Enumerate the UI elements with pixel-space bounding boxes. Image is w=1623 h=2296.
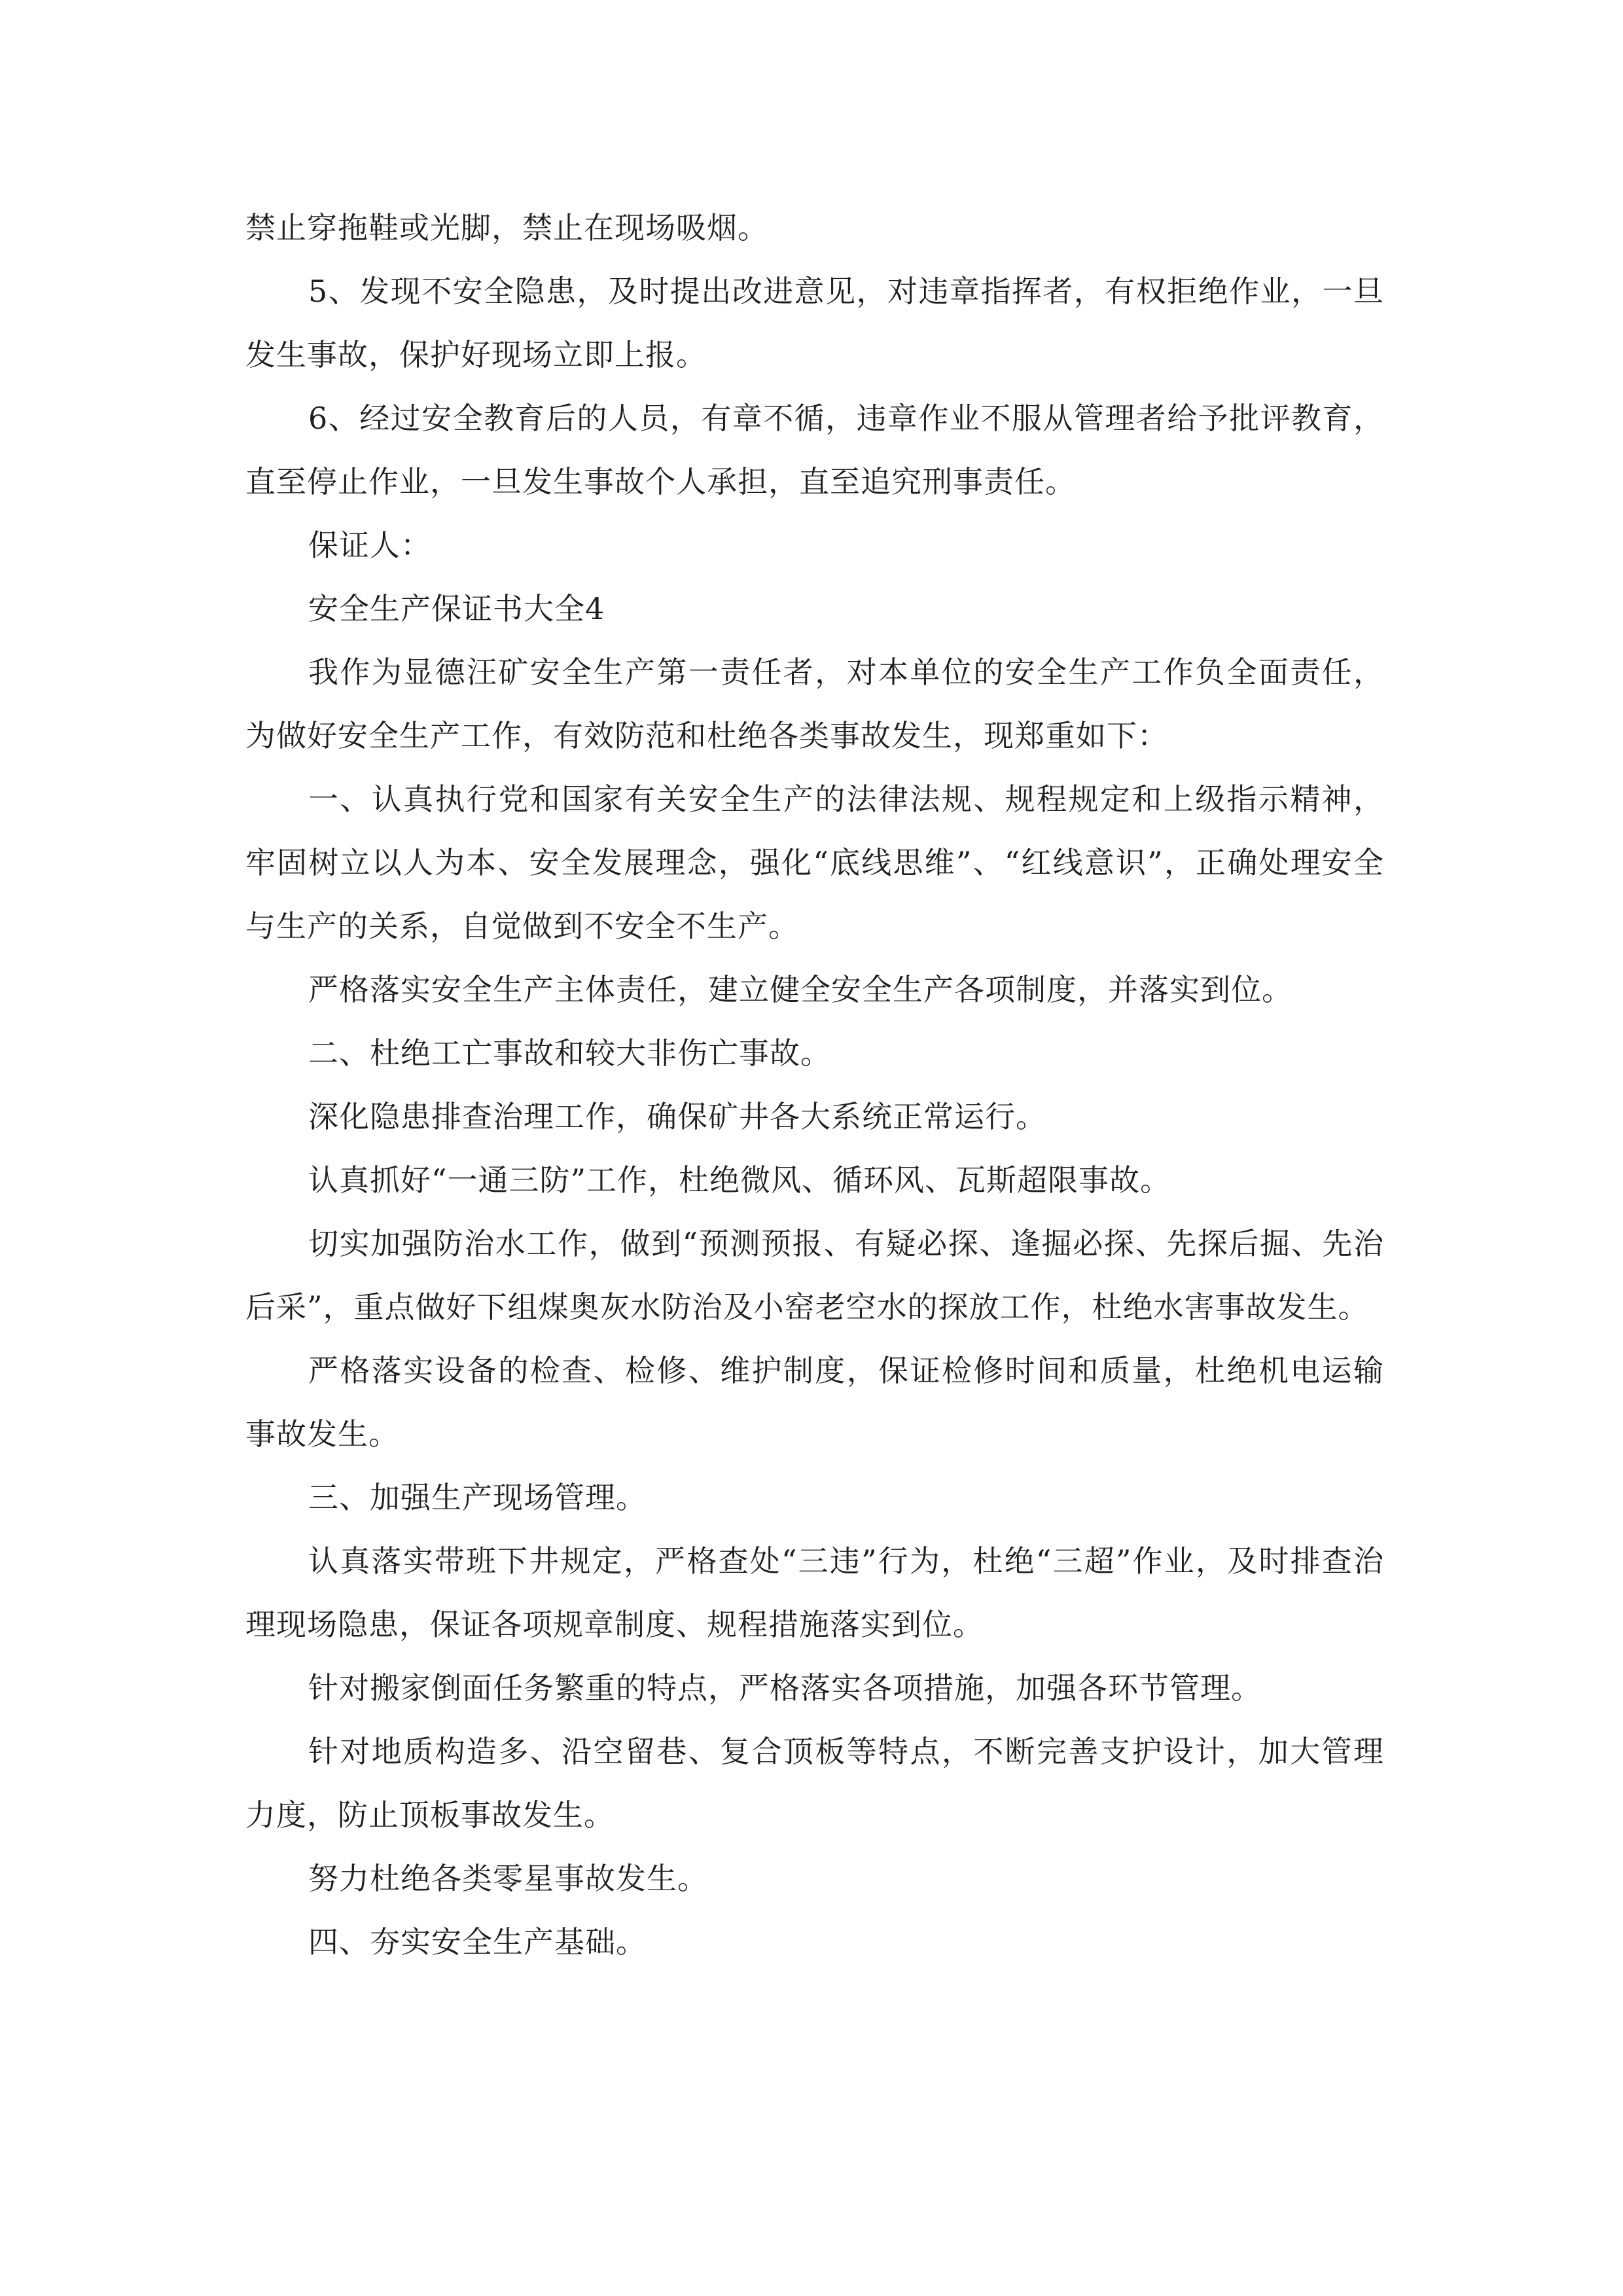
paragraph: 二、杜绝工亡事故和较大非伤亡事故。	[308, 1035, 831, 1071]
paragraph: 严格落实设备的检查、检修、维护制度，保证检修时间和质量，杜绝机电运输事故发生。	[245, 1353, 1384, 1452]
paragraph: 认真抓好“一通三防”工作，杜绝微风、循环风、瓦斯超限事故。	[308, 1162, 1171, 1198]
paragraph: 针对搬家倒面任务繁重的特点，严格落实各项措施，加强各环节管理。	[308, 1670, 1262, 1706]
paragraph: 三、加强生产现场管理。	[308, 1480, 647, 1515]
document-body	[245, 196, 1384, 1974]
paragraph: 针对地质构造多、沿空留巷、复合顶板等特点，不断完善支护设计，加大管理力度，防止顶板事故发生。	[245, 1734, 1384, 1833]
paragraph: 努力杜绝各类零星事故发生。	[308, 1861, 708, 1896]
paragraph: 一、认真执行党和国家有关安全生产的法律法规、规程规定和上级指示精神，牢固树立以人为本、安全发展理念，强化“底线思维”、“红线意识”，正确处理安全与生产的关系，自觉做到不安全不生产。	[245, 781, 1384, 944]
paragraph: 禁止穿拖鞋或光脚，禁止在现场吸烟。	[245, 210, 768, 245]
paragraph: 四、夯实安全生产基础。	[308, 1924, 647, 1960]
paragraph: 认真落实带班下井规定，严格查处“三违”行为，杜绝“三超”作业，及时排查治理现场隐患，保证各项规章制度、规程措施落实到位。	[245, 1543, 1384, 1642]
paragraph: 深化隐患排查治理工作，确保矿井各大系统正常运行。	[308, 1099, 1046, 1134]
paragraph: 保证人：	[308, 528, 431, 563]
paragraph: 我作为显德汪矿安全生产第一责任者，对本单位的安全生产工作负全面责任，为做好安全生产工作，有效防范和杜绝各类事故发生，现郑重如下：	[245, 655, 1384, 753]
paragraph: 切实加强防治水工作，做到“预测预报、有疑必探、逢掘必探、先探后掘、先治后采”，重点做好下组煤奥灰水防治及小窑老空水的探放工作，杜绝水害事故发生。	[245, 1226, 1384, 1325]
paragraph: 5、发现不安全隐患，及时提出改进意见，对违章指挥者，有权拒绝作业，一旦发生事故，保护好现场立即上报。	[245, 274, 1384, 372]
section-heading: 安全生产保证书大全4	[308, 591, 605, 626]
paragraph: 严格落实安全生产主体责任，建立健全安全生产各项制度，并落实到位。	[308, 972, 1293, 1007]
paragraph: 6、经过安全教育后的人员，有章不循，违章作业不服从管理者给予批评教育，直至停止作业，一旦发生事故个人承担，直至追究刑事责任。	[245, 401, 1384, 499]
